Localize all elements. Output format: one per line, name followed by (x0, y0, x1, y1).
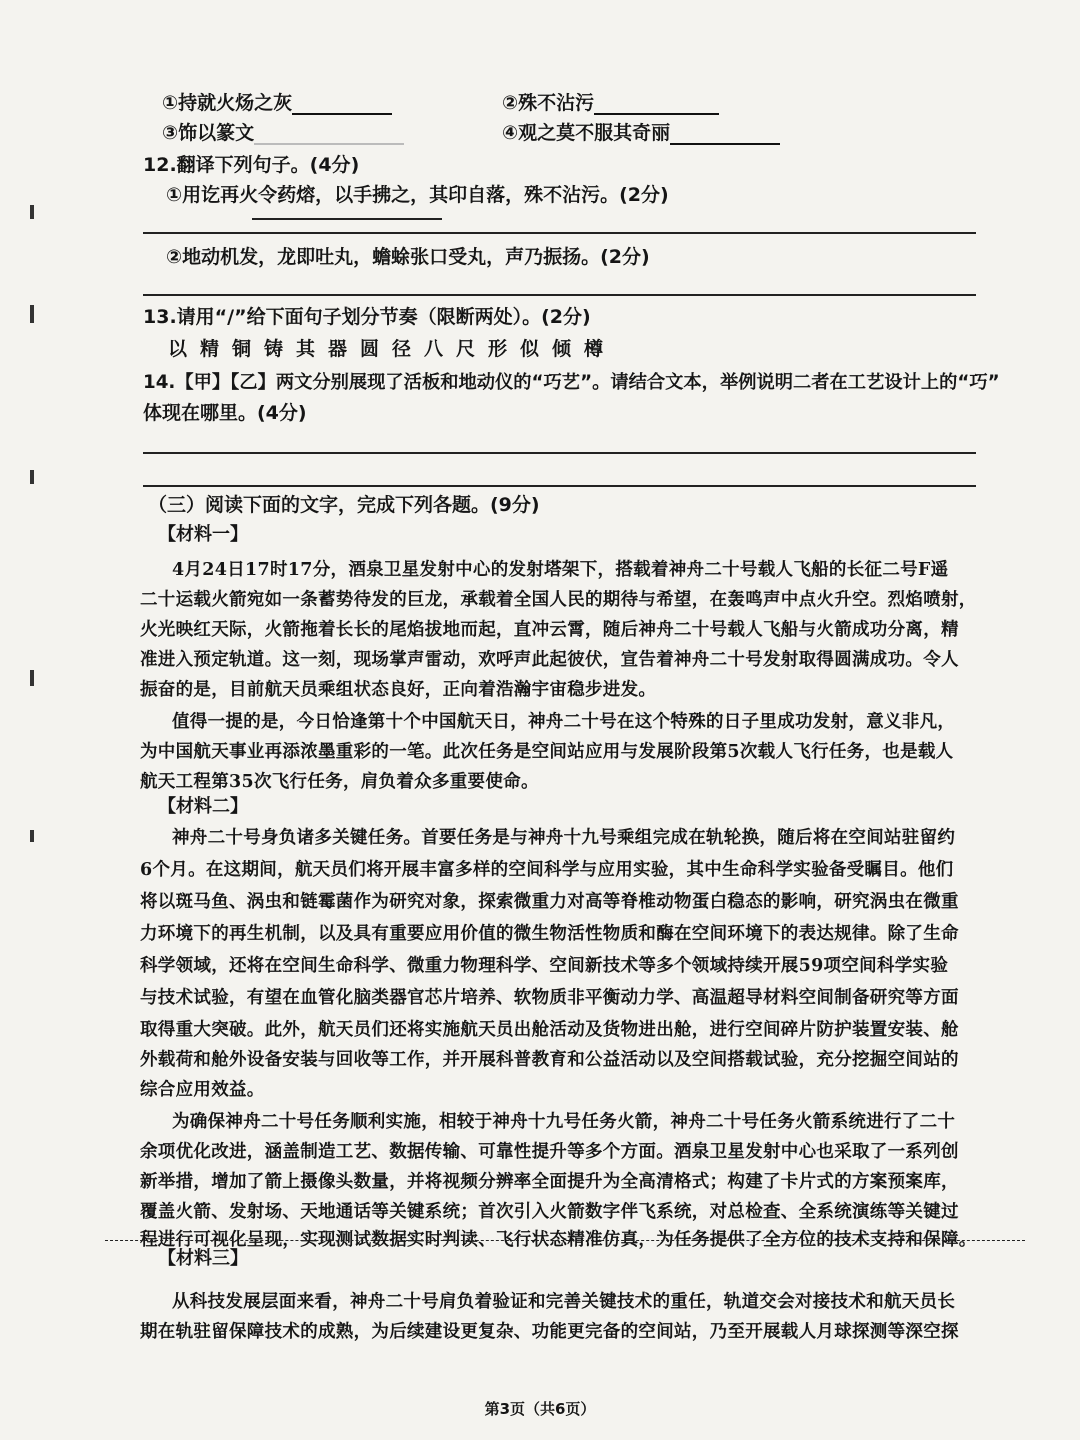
q13-sentence: 以精铜铸其器圆径八尺形似倾樽 (168, 338, 617, 360)
answer-line[interactable] (252, 218, 442, 220)
binding-mark (30, 205, 34, 219)
underline-mark (105, 1240, 1025, 1241)
material-2-line: 程进行可视化呈现，实现测试数据实时判读、飞行状态精准仿真，为任务提供了全方位的技术支持和保障。 (140, 1230, 977, 1250)
answer-blank[interactable] (670, 125, 780, 145)
q11-item-4: ④观之莫不服其奇丽 (502, 118, 780, 145)
material-2-line: 取得重大突破。此外，航天员们还将实施航天员出舱活动及货物进出舱，进行空间碎片防护装置安装、舱 (140, 1020, 959, 1040)
q13-title: 13.请用“/”给下面句子划分节奏（限断两处）。(2分) (143, 306, 591, 328)
binding-mark (30, 305, 34, 323)
answer-line[interactable] (143, 294, 976, 296)
material-2-line: 力环境下的再生机制，以及具有重要应用价值的微生物活性物质和酶在空间环境下的表达规律。除了生命 (140, 924, 959, 944)
binding-mark (30, 470, 34, 484)
material-2-line: 6个月。在这期间，航天员们将开展丰富多样的空间科学与应用实验，其中生命科学实验备受瞩目。他们 (140, 860, 954, 880)
page-footer: 第3页（共6页） (484, 1400, 596, 1418)
q14-line-1: 14.【甲】【乙】两文分别展现了活板和地动仪的“巧艺”。请结合文本，举例说明二者在工艺设计上的“巧” (143, 372, 1000, 393)
material-2-label: 【材料二】 (158, 796, 248, 817)
material-2-line: 新举措，增加了箭上摄像头数量，并将视频分辨率全面提升为全高清格式；构建了卡片式的方案预案库， (140, 1172, 959, 1192)
material-3-line: 期在轨驻留保障技术的成熟，为后续建设更复杂、功能更完备的空间站，乃至开展载人月球探测等深空探 (140, 1322, 959, 1342)
q11-item-1: ①持就火炀之灰 (162, 88, 392, 115)
answer-line[interactable] (143, 232, 976, 234)
material-1-line: 准进入预定轨道。这一刻，现场掌声雷动，欢呼声此起彼伏，宣告着神舟二十号发射取得圆满成功。令人 (140, 650, 959, 670)
material-2-line: 余项优化改进，涵盖制造工艺、数据传输、可靠性提升等多个方面。酒泉卫星发射中心也采取了一系列创 (140, 1142, 959, 1162)
material-1-line: 4月24日17时17分，酒泉卫星发射中心的发射塔架下，搭载着神舟二十号载人飞船的长征二号F遥 (172, 560, 949, 580)
material-1-line: 二十运载火箭宛如一条蓄势待发的巨龙，承载着全国人民的期待与希望，在轰鸣声中点火升空。烈焰喷射， (140, 590, 977, 610)
material-1-line: 航天工程第35次飞行任务，肩负着众多重要使命。 (140, 772, 539, 792)
material-2-line: 科学领域，还将在空间生命科学、微重力物理科学、空间新技术等多个领域持续开展59项空间科学实验 (140, 956, 949, 976)
material-3-label: 【材料三】 (158, 1248, 248, 1269)
material-2-line: 神舟二十号身负诸多关键任务。首要任务是与神舟十九号乘组完成在轨轮换，随后将在空间站驻留约 (172, 828, 956, 848)
q11-item-3: ③饰以篆文 (162, 118, 404, 145)
material-2-line: 覆盖火箭、发射场、天地通话等关键系统；首次引入火箭数字伴飞系统，对总检查、全系统演练等关键过 (140, 1202, 959, 1222)
q14-line-2: 体现在哪里。(4分) (143, 402, 307, 424)
material-1-label: 【材料一】 (158, 524, 248, 545)
answer-line[interactable] (143, 452, 976, 454)
answer-blank[interactable] (254, 125, 404, 145)
material-1-line: 火光映红天际，火箭拖着长长的尾焰拔地而起，直冲云霄，随后神舟二十号载人飞船与火箭成功分离，精 (140, 620, 959, 640)
section-3-title: （三）阅读下面的文字，完成下列各题。(9分) (148, 494, 540, 516)
q12-sentence-1: ①用讫再火令药熔，以手拂之，其印自落，殊不沾污。(2分) (166, 184, 669, 206)
material-1-line: 振奋的是，目前航天员乘组状态良好，正向着浩瀚宇宙稳步进发。 (140, 680, 657, 700)
q11-item-2: ②殊不沾污 (502, 88, 719, 115)
material-1-line: 为中国航天事业再添浓墨重彩的一笔。此次任务是空间站应用与发展阶段第5次载人飞行任务，也是载人 (140, 742, 954, 762)
material-2-line: 外载荷和舱外设备安装与回收等工作，并开展科普教育和公益活动以及空间搭载试验，充分挖掘空间站的 (140, 1050, 959, 1070)
material-1-line: 值得一提的是，今日恰逢第十个中国航天日，神舟二十号在这个特殊的日子里成功发射，意义非凡， (172, 712, 956, 732)
material-3-line: 从科技发展层面来看，神舟二十号肩负着验证和完善关键技术的重任，轨道交会对接技术和航天员长 (172, 1292, 956, 1312)
material-2-line: 将以斑马鱼、涡虫和链霉菌作为研究对象，探索微重力对高等脊椎动物蛋白稳态的影响，研究涡虫在微重 (140, 892, 959, 912)
answer-blank[interactable] (292, 95, 392, 115)
answer-blank[interactable] (594, 95, 719, 115)
q12-title: 12.翻译下列句子。(4分) (143, 154, 360, 176)
material-2-line: 与技术试验，有望在血管化脑类器官芯片培养、软物质非平衡动力学、高温超导材料空间制备研究等方面 (140, 988, 959, 1008)
binding-mark (30, 830, 34, 842)
material-2-line: 为确保神舟二十号任务顺利实施，相较于神舟十九号任务火箭，神舟二十号任务火箭系统进行了二十 (172, 1112, 956, 1132)
answer-line[interactable] (143, 485, 976, 487)
material-2-line: 综合应用效益。 (140, 1080, 265, 1100)
q12-sentence-2: ②地动机发，龙即吐丸，蟾蜍张口受丸，声乃振扬。(2分) (166, 246, 650, 268)
binding-mark (30, 670, 34, 686)
